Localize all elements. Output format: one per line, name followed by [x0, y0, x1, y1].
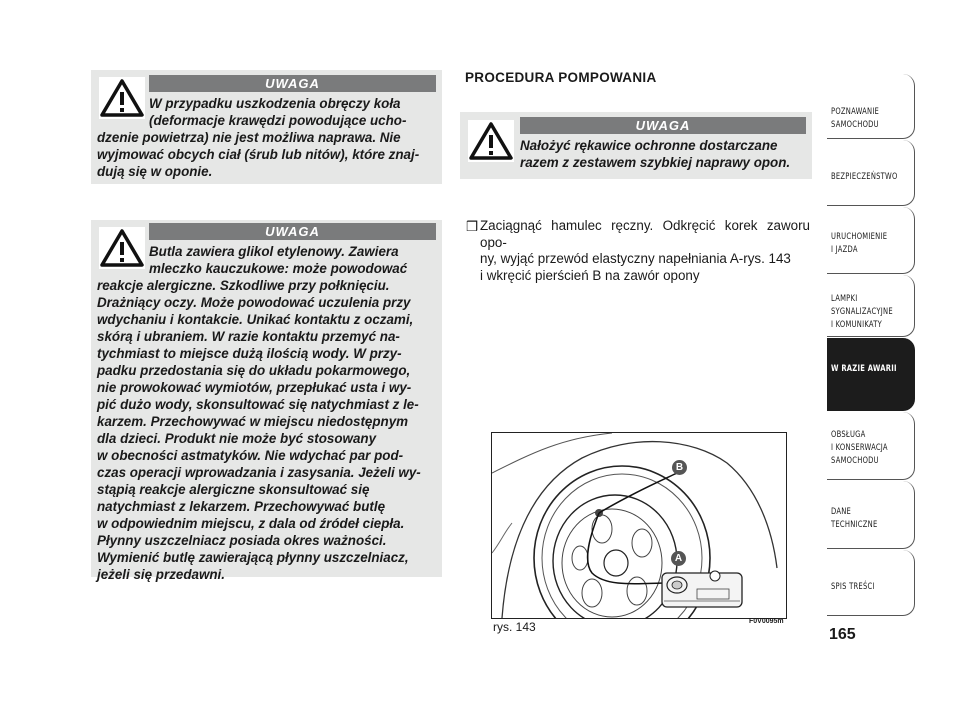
warning-line: Płynny uszczelniacz posiada okres ważności. — [97, 533, 387, 548]
tab-label: URUCHOMIENIE I JAZDA — [831, 231, 888, 255]
page-number: 165 — [829, 626, 856, 643]
warning-line: jeżeli się przedawni. — [97, 567, 226, 582]
figure-caption: rys. 143 — [493, 620, 536, 634]
callout-a: A — [671, 551, 686, 566]
tab-uruchomienie-i-jazda[interactable] — [827, 207, 915, 274]
warning-line: tychmiast to miejsce dużą ilością wody. W przy- — [97, 346, 402, 361]
procedure-step — [466, 218, 810, 284]
warning-triangle-icon — [468, 120, 514, 167]
warning-line: karzem. Przechowywać w miejscu niedostępnym — [97, 414, 409, 429]
tab-label: OBSŁUGA I KONSERWACJA SAMOCHODU — [831, 429, 888, 466]
warning-line: Drażniący oczy. Może powodować uczulenia przy — [97, 295, 411, 310]
warning-line: natychmiast z lekarzem. Przechowywać butlę — [97, 499, 386, 514]
warning-line: dla dzieci. Produkt nie może być stosowany — [97, 431, 377, 446]
warning-line: mleczko kauczukowe: może powodować — [149, 261, 408, 276]
warning-text — [520, 137, 806, 171]
tab-label: W RAZIE AWARII — [831, 363, 897, 374]
warning-line: w odpowiednim miejscu, z dala od źródeł ciepła. — [97, 516, 405, 531]
warning-triangle-icon — [99, 227, 145, 274]
step-line: Zaciągnąć hamulec ręczny. Odkręcić korek zaworu opo- — [480, 218, 810, 250]
warning-heading: UWAGA — [149, 75, 436, 92]
tab-label: SPIS TREŚCI — [831, 581, 875, 592]
section-title: PROCEDURA POMPOWANIA — [465, 70, 657, 85]
warning-line: padku przedostania się do układu pokarmowego, — [97, 363, 411, 378]
warning-box-rim — [91, 70, 442, 184]
tab-obsluga-i-konserwacja[interactable] — [827, 412, 915, 480]
checkbox-bullet-icon: ❒ — [466, 219, 479, 234]
tab-dane-techniczne[interactable] — [827, 481, 915, 549]
tab-bezpieczenstwo[interactable] — [827, 140, 915, 206]
warning-line: W przypadku uszkodzenia obręczy koła — [149, 96, 401, 111]
warning-line: reakcje alergiczne. Szkodliwe przy połknięciu. — [97, 278, 390, 293]
warning-heading: UWAGA — [520, 117, 806, 134]
tyre-compressor-illustration — [492, 433, 786, 618]
warning-line: stąpią reakcje alergiczne skonsultować się — [97, 482, 370, 497]
warning-line: Wymienić butlę zawierającą płynny uszczelniacz, — [97, 550, 409, 565]
warning-line: czas operacji wprowadzania i zasysania. Jeżeli wy- — [97, 465, 421, 480]
warning-line: w obecności astmatyków. Nie wdychać par pod- — [97, 448, 404, 463]
warning-text-continued — [97, 129, 436, 180]
warning-line: dują się w oponie. — [97, 164, 213, 179]
warning-heading: UWAGA — [149, 223, 436, 240]
warning-line: Butla zawiera glikol etylenowy. Zawiera — [149, 244, 399, 259]
warning-line: wdychaniu i kontakcie. Unikać kontaktu z oczami, — [97, 312, 414, 327]
warning-line: nie prowokować wymiotów, przepłukać usta i wy- — [97, 380, 412, 395]
tab-label: BEZPIECZEŃSTWO — [831, 171, 898, 182]
warning-line: pić dużo wody, skonsultować się natychmiast z le- — [97, 397, 419, 412]
warning-line: Nałożyć rękawice ochronne dostarczane — [520, 138, 778, 153]
warning-text-continued — [97, 277, 436, 583]
warning-triangle-icon — [99, 77, 145, 124]
warning-line: wyjmować obcych ciał (śrub lub nitów), które znaj- — [97, 147, 420, 162]
warning-line: dzenie powietrza) nie jest możliwa naprawa. Nie — [97, 130, 401, 145]
tab-spis-tresci[interactable] — [827, 550, 915, 616]
warning-line: razem z zestawem szybkiej naprawy opon. — [520, 155, 791, 170]
tab-poznawanie-samochodu[interactable] — [827, 74, 915, 139]
tab-label: DANE TECHNICZNE — [831, 506, 878, 530]
figure-code: F0V0095m — [749, 618, 784, 625]
warning-line: (deformacje krawędzi powodujące ucho- — [149, 113, 407, 128]
warning-box-gloves — [460, 112, 812, 179]
tab-lampki-sygnalizacyjne[interactable] — [827, 275, 915, 337]
step-line: ny, wyjąć przewód elastyczny napełniania A-rys. 143 — [480, 251, 791, 266]
tab-w-razie-awarii[interactable] — [827, 338, 915, 411]
step-line: i wkręcić pierścień B na zawór opony — [480, 267, 700, 283]
tab-label: LAMPKI SYGNALIZACYJNE I KOMUNIKATY — [831, 293, 893, 330]
warning-line: skórą i ubraniem. W razie kontaktu przemyć na- — [97, 329, 400, 344]
callout-b: B — [672, 460, 687, 475]
figure-tyre-inflation — [491, 432, 787, 619]
warning-text — [149, 95, 436, 129]
warning-box-sealant — [91, 220, 442, 582]
warning-text — [149, 243, 436, 277]
step-text — [466, 218, 810, 284]
tab-label: POZNAWANIE SAMOCHODU — [831, 106, 880, 130]
